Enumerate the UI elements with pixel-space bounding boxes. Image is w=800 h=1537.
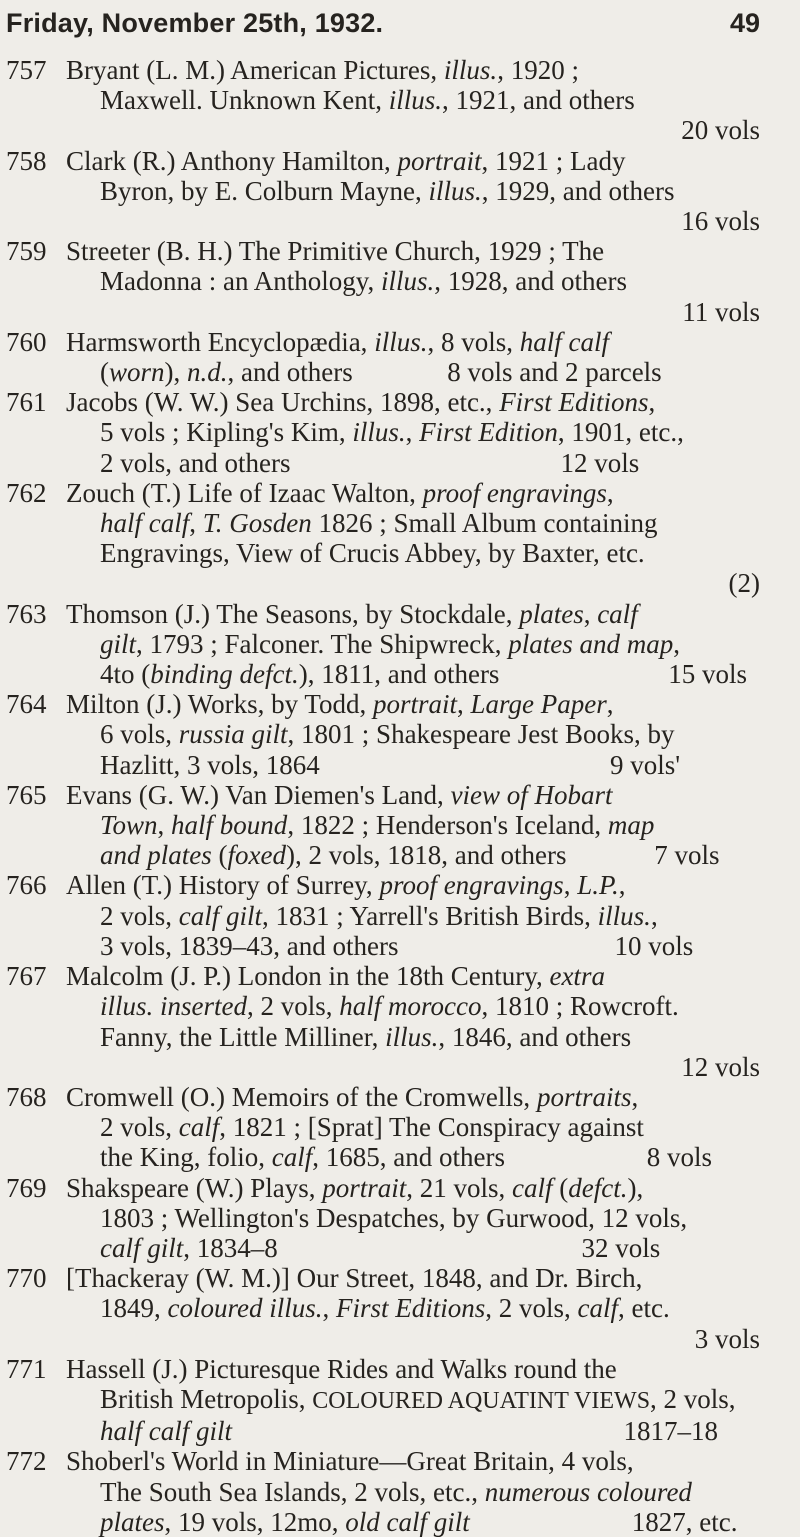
lot-line: Milton (J.) Works, by Todd, portrait, Large Paper,	[66, 689, 614, 720]
lot-number: 771	[6, 1353, 47, 1384]
lot-quantity: 11 vols	[682, 296, 760, 327]
lot-line: Maxwell. Unknown Kent, illus., 1921, and others	[100, 85, 635, 116]
lot-description	[66, 1082, 762, 1173]
lot-number: 766	[6, 870, 47, 901]
lot-entry	[0, 55, 800, 146]
page-header	[6, 8, 760, 44]
lot-line: 4to (binding defct.), 1811, and others 15 vols	[100, 659, 747, 690]
lot-entry	[0, 870, 800, 961]
lot-list	[0, 55, 800, 1537]
lot-line: Shakspeare (W.) Plays, portrait, 21 vols, calf (defct.),	[66, 1172, 644, 1203]
lot-line: Zouch (T.) Life of Izaac Walton, proof engravings,	[66, 477, 614, 508]
lot-description	[66, 387, 762, 478]
page-number: 49	[729, 8, 760, 38]
lot-line: 3 vols, 1839–43, and others 10 vols	[100, 930, 694, 961]
lot-entry	[0, 1263, 800, 1354]
lot-entry	[0, 387, 800, 478]
lot-entry	[0, 327, 800, 387]
lot-line: Harmsworth Encyclopædia, illus., 8 vols, half calf	[66, 326, 609, 357]
lot-line: 1849, coloured illus., First Editions, 2 vols, calf, etc.	[100, 1293, 670, 1324]
lot-line: 2 vols, calf gilt, 1831 ; Yarrell's British Birds, illus.,	[100, 900, 658, 931]
lot-number: 770	[6, 1263, 47, 1294]
lot-description	[66, 1173, 762, 1264]
lot-number: 767	[6, 961, 47, 992]
lot-line: Hazlitt, 3 vols, 1864 9 vols'	[100, 749, 681, 780]
lot-entry	[0, 961, 800, 1082]
lot-description	[66, 236, 762, 327]
lot-description	[66, 1354, 762, 1447]
lot-entry	[0, 146, 800, 237]
lot-line: Engravings, View of Crucis Abbey, by Baxter, etc.	[100, 538, 645, 569]
lot-line: Clark (R.) Anthony Hamilton, portrait, 1921 ; Lady	[66, 145, 626, 176]
lot-line: Town, half bound, 1822 ; Henderson's Iceland, map	[100, 810, 655, 841]
lot-entry	[0, 478, 800, 599]
lot-description	[66, 780, 762, 871]
lot-number: 757	[6, 55, 47, 85]
lot-line: plates, 19 vols, 12mo, old calf gilt 1827, etc.	[100, 1506, 738, 1537]
lot-line: The South Sea Islands, 2 vols, etc., numerous coloured	[100, 1476, 692, 1507]
lot-line: 5 vols ; Kipling's Kim, illus., First Edition, 1901, etc.,	[100, 417, 684, 448]
lot-line: Fanny, the Little Milliner, illus., 1846, and others	[100, 1021, 632, 1052]
lot-description	[66, 870, 762, 961]
lot-description	[66, 1446, 762, 1537]
lot-number: 762	[6, 477, 47, 508]
lot-number: 768	[6, 1081, 47, 1112]
lot-line: calf gilt, 1834–8 32 vols	[100, 1232, 661, 1263]
lot-description	[66, 478, 762, 599]
lot-description	[66, 961, 762, 1082]
lot-quantity: 3 vols	[694, 1323, 760, 1354]
lot-line: Allen (T.) History of Surrey, proof engravings, L.P.,	[66, 870, 626, 901]
lot-description	[66, 689, 762, 780]
lot-line: Streeter (B. H.) The Primitive Church, 1929 ; The	[66, 236, 605, 267]
lot-description	[66, 599, 762, 690]
lot-line: 2 vols, calf, 1821 ; [Sprat] The Conspiracy against	[100, 1112, 644, 1143]
lot-number: 765	[6, 779, 47, 810]
lot-entry	[0, 599, 800, 690]
lot-line: 2 vols, and others 12 vols	[100, 447, 640, 478]
lot-description	[66, 327, 762, 387]
lot-line: 1803 ; Wellington's Despatches, by Gurwood, 12 vols,	[100, 1202, 688, 1233]
lot-entry	[0, 1082, 800, 1173]
lot-number: 760	[6, 326, 47, 357]
lot-line: Cromwell (O.) Memoirs of the Cromwells, portraits,	[66, 1081, 639, 1112]
lot-entry	[0, 689, 800, 780]
lot-line: Malcolm (J. P.) London in the 18th Century, extra	[66, 961, 605, 992]
lot-entry	[0, 1173, 800, 1264]
page-title: Friday, November 25th, 1932.	[6, 8, 384, 38]
lot-line: Hassell (J.) Picturesque Rides and Walks round the	[66, 1353, 617, 1384]
lot-description	[66, 146, 762, 237]
lot-line: Byron, by E. Colburn Mayne, illus., 1929, and others	[100, 175, 675, 206]
lot-line: (worn), n.d., and others 8 vols and 2 parcels	[100, 357, 662, 388]
lot-quantity: 20 vols	[681, 115, 760, 146]
lot-number: 758	[6, 145, 47, 176]
lot-line: [Thackeray (W. M.)] Our Street, 1848, and Dr. Birch,	[66, 1263, 643, 1294]
lot-number: 764	[6, 689, 47, 720]
lot-line: Jacobs (W. W.) Sea Urchins, 1898, etc., First Editions,	[66, 387, 656, 418]
lot-number: 759	[6, 236, 47, 267]
lot-line: gilt, 1793 ; Falconer. The Shipwreck, plates and map,	[100, 628, 680, 659]
lot-entry	[0, 236, 800, 327]
lot-line: and plates (foxed), 2 vols, 1818, and others 7 vols	[100, 840, 720, 871]
lot-number: 761	[6, 387, 47, 418]
lot-line: Thomson (J.) The Seasons, by Stockdale, plates, calf	[66, 598, 638, 629]
lot-number: 772	[6, 1446, 47, 1477]
lot-description	[66, 1263, 762, 1354]
lot-number: 769	[6, 1172, 47, 1203]
lot-line: Shoberl's World in Miniature—Great Britain, 4 vols,	[66, 1446, 634, 1477]
lot-line: Bryant (L. M.) American Pictures, illus., 1920 ;	[66, 55, 579, 85]
lot-quantity: (2)	[728, 568, 760, 599]
lot-number: 763	[6, 598, 47, 629]
lot-line: Evans (G. W.) Van Diemen's Land, view of Hobart	[66, 779, 613, 810]
lot-quantity: 16 vols	[681, 206, 760, 237]
lot-line: 6 vols, russia gilt, 1801 ; Shakespeare Jest Books, by	[100, 719, 675, 750]
lot-entry	[0, 1446, 800, 1537]
lot-quantity: 12 vols	[681, 1051, 760, 1082]
lot-line: half calf gilt 1817–18	[100, 1416, 718, 1447]
lot-line: illus. inserted, 2 vols, half morocco, 1810 ; Rowcroft.	[100, 991, 679, 1022]
lot-line: British Metropolis, COLOURED AQUATINT VIEWS, 2 vols,	[100, 1383, 736, 1414]
lot-description	[66, 55, 762, 146]
lot-entry	[0, 780, 800, 871]
lot-entry	[0, 1354, 800, 1447]
lot-line: Madonna : an Anthology, illus., 1928, and others	[100, 266, 627, 297]
lot-line: half calf, T. Gosden 1826 ; Small Album containing	[100, 508, 658, 539]
lot-line: the King, folio, calf, 1685, and others 8 vols	[100, 1142, 712, 1173]
